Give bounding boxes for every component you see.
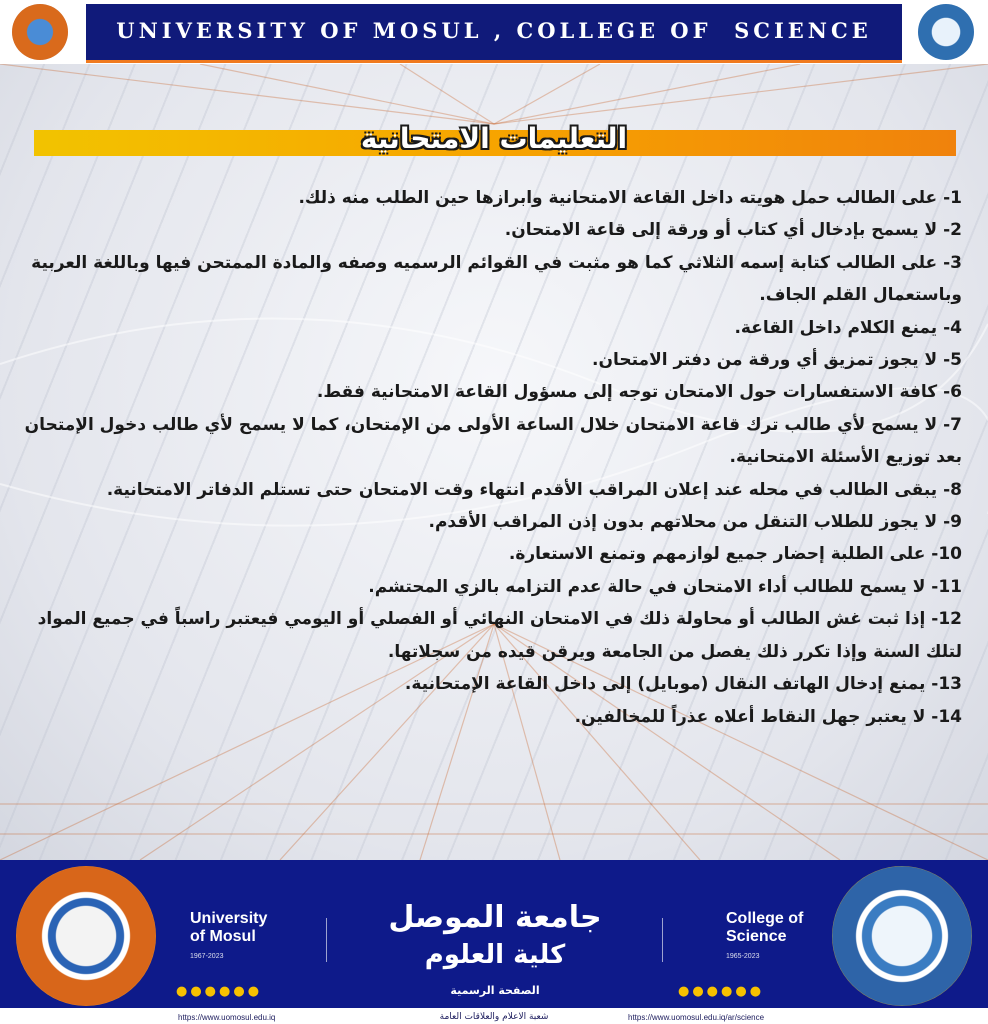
college-logo-icon — [918, 4, 974, 60]
footer-divider — [326, 918, 327, 962]
rule-item: 1- على الطالب حمل هويته داخل القاعة الامتحانية وابرازها حين الطلب منه ذلك. — [298, 188, 962, 208]
college-name — [726, 910, 803, 966]
university-name-line2: of Mosul — [190, 928, 256, 945]
header-band — [86, 4, 902, 63]
college-years: 1965-2023 — [726, 953, 760, 960]
rule-item: 9- لا يجوز للطلاب التنقل من محلاتهم بدون إذن المراقب الأقدم. — [428, 512, 962, 533]
rule-item: 11- لا يسمح للطالب أداء الامتحان في حالة عدم التزامه بالزي المحتشم. — [368, 576, 962, 597]
rule-item: 6- كافة الاستفسارات حول الامتحان توجه إلى مسؤول القاعة الامتحانية فقط. — [316, 382, 962, 403]
footer-divider — [662, 918, 663, 962]
social-icons: ●●●●●● — [678, 984, 765, 999]
rule-item: 5- لا يجوز تمزيق أي ورقة من دفتر الامتحان. — [592, 350, 962, 371]
university-name-line1: University — [190, 910, 268, 927]
footer-bottom-strip — [0, 1008, 988, 1024]
footer-official-page: الصفحة الرسمية — [450, 984, 540, 997]
university-seal-icon — [16, 866, 156, 1006]
university-url-link[interactable]: https://www.uomosul.edu.iq — [178, 1013, 276, 1022]
rule-item: 14- لا يعتبر جهل النقاط أعلاه عذراً للمخالفين. — [574, 706, 962, 727]
main-content — [0, 64, 988, 860]
header-bar — [0, 0, 988, 64]
rule-item: 10- على الطلبة إحضار جميع لوازمهم وتمنع الاستعارة. — [508, 544, 962, 565]
rule-item: 12- إذا ثبت غش الطالب أو محاولة ذلك في الامتحان النهائي أو الفصلي أو اليومي فيعتبر راسباً في جميع المواد لتلك السنة وإذا تكرر ذلك يفصل من الجامعة ويرقن قيده من سجلاتها. — [37, 609, 962, 662]
page-title: التعليمات الامتحانية — [360, 122, 628, 155]
footer-university-arabic: جامعة الموصل — [388, 900, 602, 935]
rule-item: 8- يبقى الطالب في محله عند إعلان المراقب الأقدم انتهاء وقت الامتحان حتى تستلم الدفاتر الامتحانية. — [106, 479, 962, 500]
header-title: UNIVERSITY OF MOSUL , COLLEGE OF SCIENCE — [116, 18, 872, 43]
rules-list — [22, 182, 962, 733]
social-icons: ●●●●●● — [176, 984, 263, 999]
rule-item: 4- يمنع الكلام داخل القاعة. — [734, 317, 962, 338]
rule-item: 13- يمنع إدخال الهاتف النقال (موبايل) إلى داخل القاعة الإمتحانية. — [404, 674, 962, 695]
footer-college-arabic: كلية العلوم — [424, 940, 566, 970]
college-url-link[interactable]: https://www.uomosul.edu.iq/ar/science — [628, 1013, 765, 1022]
college-seal-icon — [832, 866, 972, 1006]
rule-item: 7- لا يسمح لأي طالب ترك قاعة الامتحان خلال الساعة الأولى من الإمتحان، كما لا يسمح لأي طالب دخول الإمتحان بعد توزيع الأسئلة الامتحانية. — [24, 414, 962, 468]
university-logo-icon — [12, 4, 68, 60]
college-name-line2: Science — [726, 928, 787, 945]
rule-item: 3- على الطالب كتابة إسمه الثلاثي كما هو مثبت في القوائم الرسميه وصفه والمادة الممتحن فيها وباللغة العربية وباستعمال القلم الجاف. — [31, 252, 962, 306]
footer — [0, 860, 988, 1024]
university-years: 1967-2023 — [190, 953, 224, 960]
college-name-line1: College of — [726, 910, 804, 927]
rule-item: 2- لا يسمح بإدخال أي كتاب أو ورقة إلى قاعة الامتحان. — [504, 220, 962, 241]
university-name — [190, 910, 267, 966]
media-department: شعبة الاعلام والعلاقات العامة — [439, 1012, 549, 1022]
